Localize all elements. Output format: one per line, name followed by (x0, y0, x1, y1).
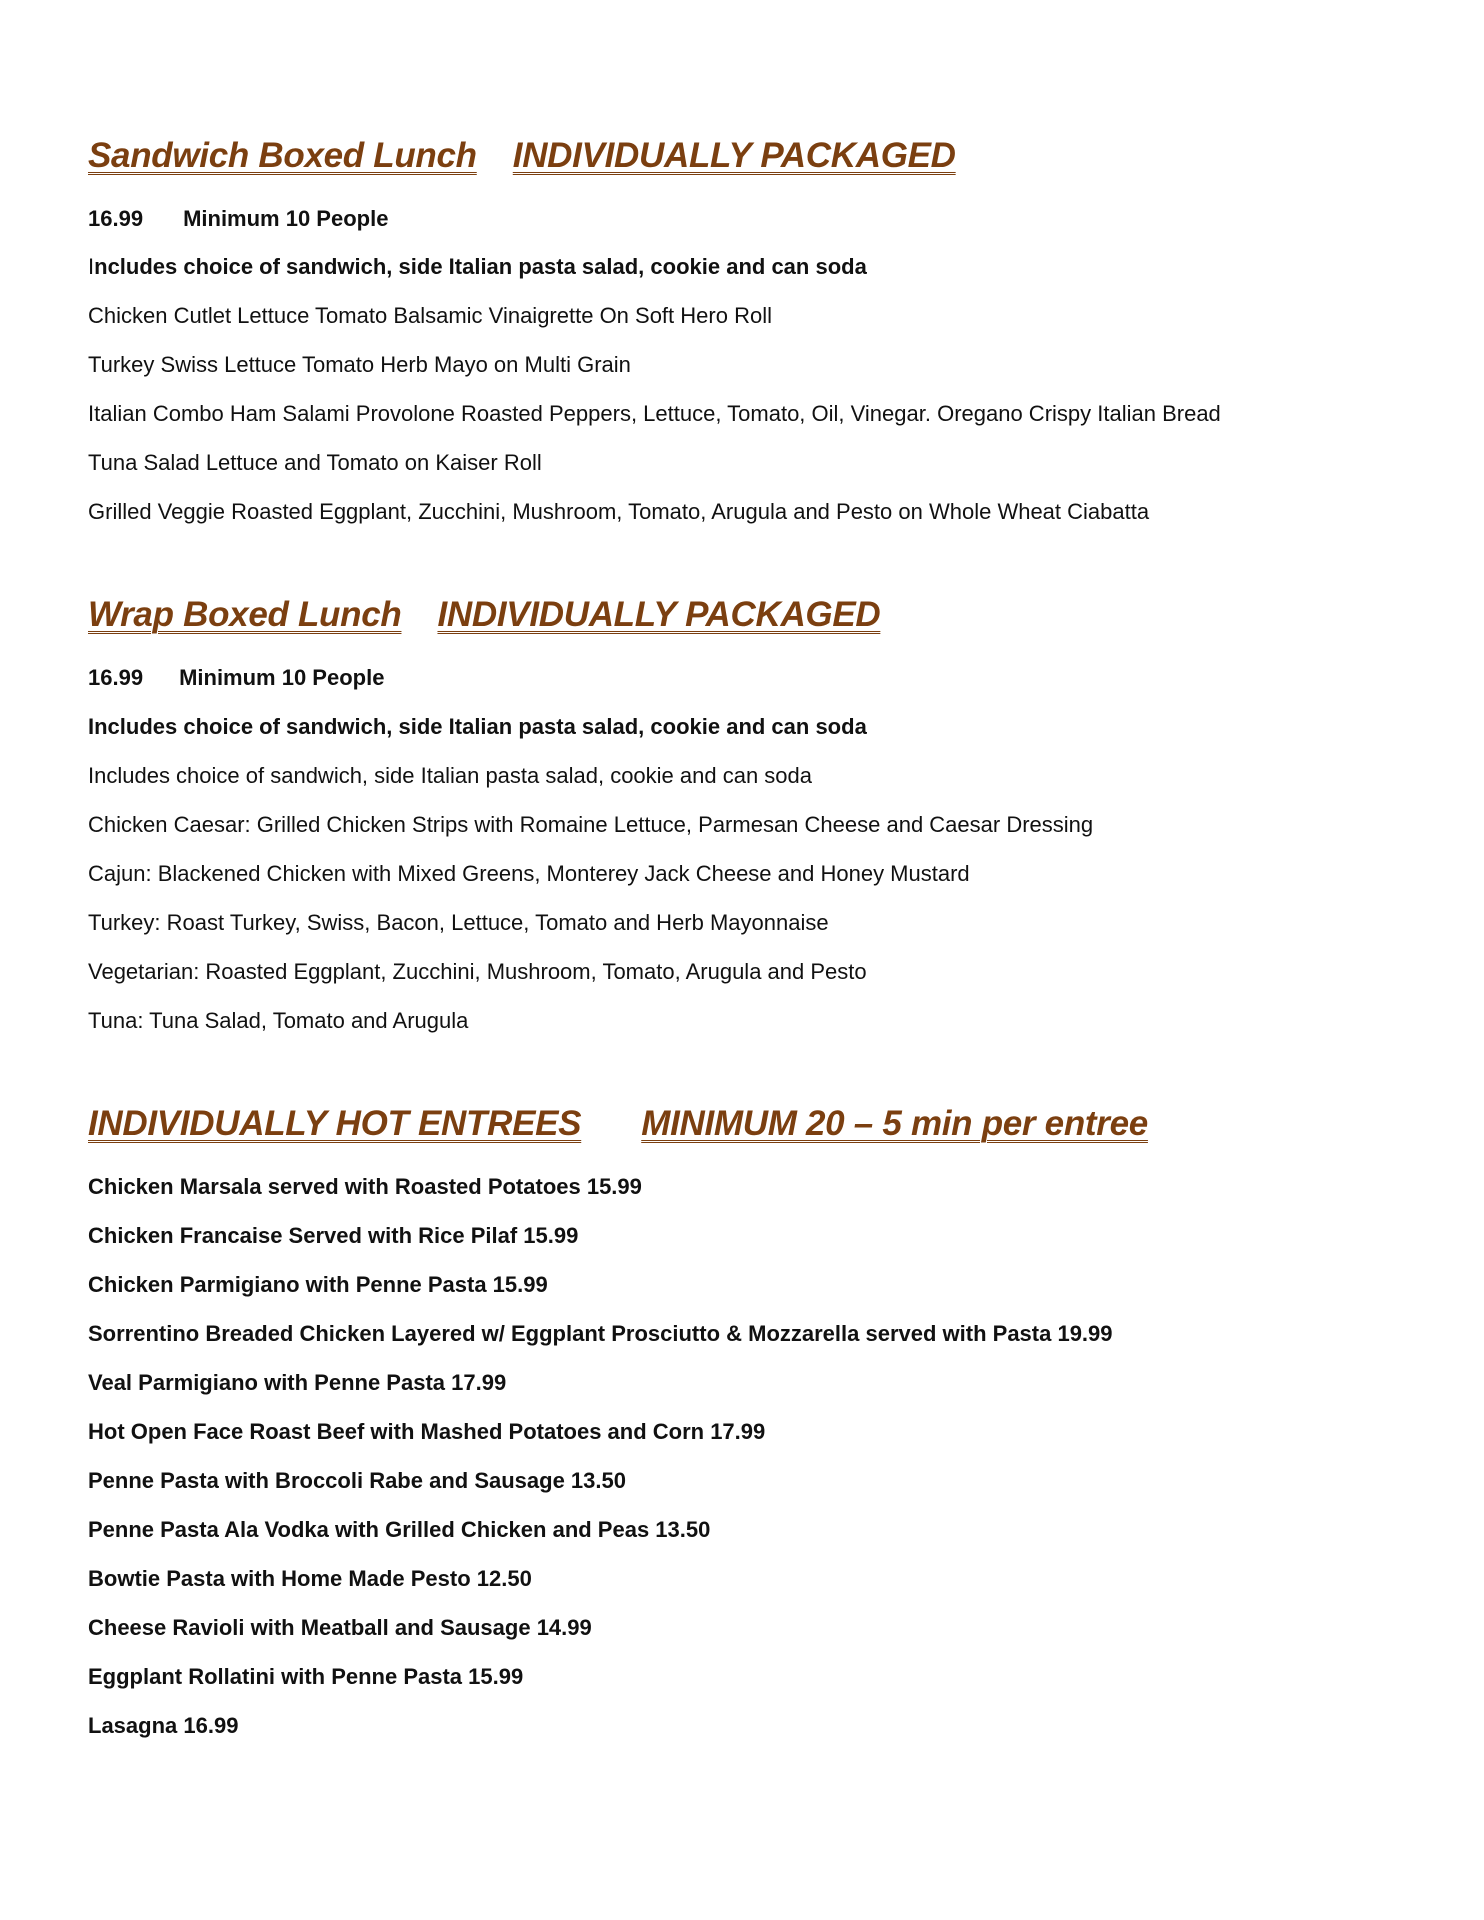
wrap-price: 16.99 (88, 665, 144, 690)
wrap-section-heading (88, 595, 880, 635)
list-item: Chicken Parmigiano with Penne Pasta 15.99 (88, 1272, 548, 1297)
list-item: Hot Open Face Roast Beef with Mashed Potatoes and Corn 17.99 (88, 1419, 766, 1444)
list-item: Sorrentino Breaded Chicken Layered w/ Eggplant Prosciutto & Mozzarella served with Pasta 19.99 (88, 1321, 1113, 1346)
list-item: Cajun: Blackened Chicken with Mixed Greens, Monterey Jack Cheese and Honey Mustard (88, 861, 970, 886)
wrap-includes-bold: Includes choice of sandwich, side Italian pasta salad, cookie and can soda (88, 714, 867, 739)
list-item: Italian Combo Ham Salami Provolone Roasted Peppers, Lettuce, Tomato, Oil, Vinegar. Oregano Crispy Italian Bread (88, 401, 1221, 426)
sandwich-includes-first: I (88, 254, 95, 279)
list-item: Chicken Caesar: Grilled Chicken Strips with Romaine Lettuce, Parmesan Cheese and Caesar Dressing (88, 812, 1094, 837)
list-item: Tuna Salad Lettuce and Tomato on Kaiser Roll (88, 450, 542, 475)
sandwich-subtitle: INDIVIDUALLY PACKAGED (512, 136, 956, 175)
list-item: Chicken Marsala served with Roasted Potatoes 15.99 (88, 1174, 642, 1199)
wrap-title: Wrap Boxed Lunch (88, 595, 402, 634)
wrap-includes-regular: Includes choice of sandwich, side Italian pasta salad, cookie and can soda (88, 763, 813, 788)
list-item: Grilled Veggie Roasted Eggplant, Zucchini, Mushroom, Tomato, Arugula and Pesto on Whole Wheat Ciabatta (88, 499, 1150, 524)
wrap-subtitle: INDIVIDUALLY PACKAGED (437, 595, 881, 634)
wrap-minimum: Minimum 10 People (179, 665, 385, 690)
sandwich-includes-rest: ncludes choice of sandwich, side Italian pasta salad, cookie and can soda (94, 254, 867, 279)
list-item: Veal Parmigiano with Penne Pasta 17.99 (88, 1370, 507, 1395)
hot-title: INDIVIDUALLY HOT ENTREES (88, 1104, 582, 1143)
list-item: Chicken Francaise Served with Rice Pilaf 15.99 (88, 1223, 579, 1248)
list-item: Bowtie Pasta with Home Made Pesto 12.50 (88, 1566, 532, 1591)
sandwich-includes (88, 254, 867, 280)
list-item: Penne Pasta Ala Vodka with Grilled Chicken and Peas 13.50 (88, 1517, 711, 1542)
sandwich-price: 16.99 (88, 206, 144, 231)
sandwich-title: Sandwich Boxed Lunch (88, 136, 477, 175)
list-item: Lasagna 16.99 (88, 1713, 239, 1738)
list-item: Penne Pasta with Broccoli Rabe and Sausage 13.50 (88, 1468, 626, 1493)
sandwich-section-heading (88, 136, 956, 176)
sandwich-price-line (88, 206, 388, 232)
list-item: Vegetarian: Roasted Eggplant, Zucchini, Mushroom, Tomato, Arugula and Pesto (88, 959, 867, 984)
list-item: Cheese Ravioli with Meatball and Sausage 14.99 (88, 1615, 592, 1640)
list-item: Turkey: Roast Turkey, Swiss, Bacon, Lettuce, Tomato and Herb Mayonnaise (88, 910, 829, 935)
list-item: Tuna: Tuna Salad, Tomato and Arugula (88, 1008, 469, 1033)
sandwich-minimum: Minimum 10 People (183, 206, 389, 231)
wrap-price-line (88, 665, 384, 691)
hot-subtitle: MINIMUM 20 – 5 min per entree (641, 1104, 1148, 1143)
list-item: Eggplant Rollatini with Penne Pasta 15.99 (88, 1664, 524, 1689)
list-item: Chicken Cutlet Lettuce Tomato Balsamic Vinaigrette On Soft Hero Roll (88, 303, 772, 328)
list-item: Turkey Swiss Lettuce Tomato Herb Mayo on Multi Grain (88, 352, 631, 377)
hot-section-heading (88, 1104, 1148, 1144)
